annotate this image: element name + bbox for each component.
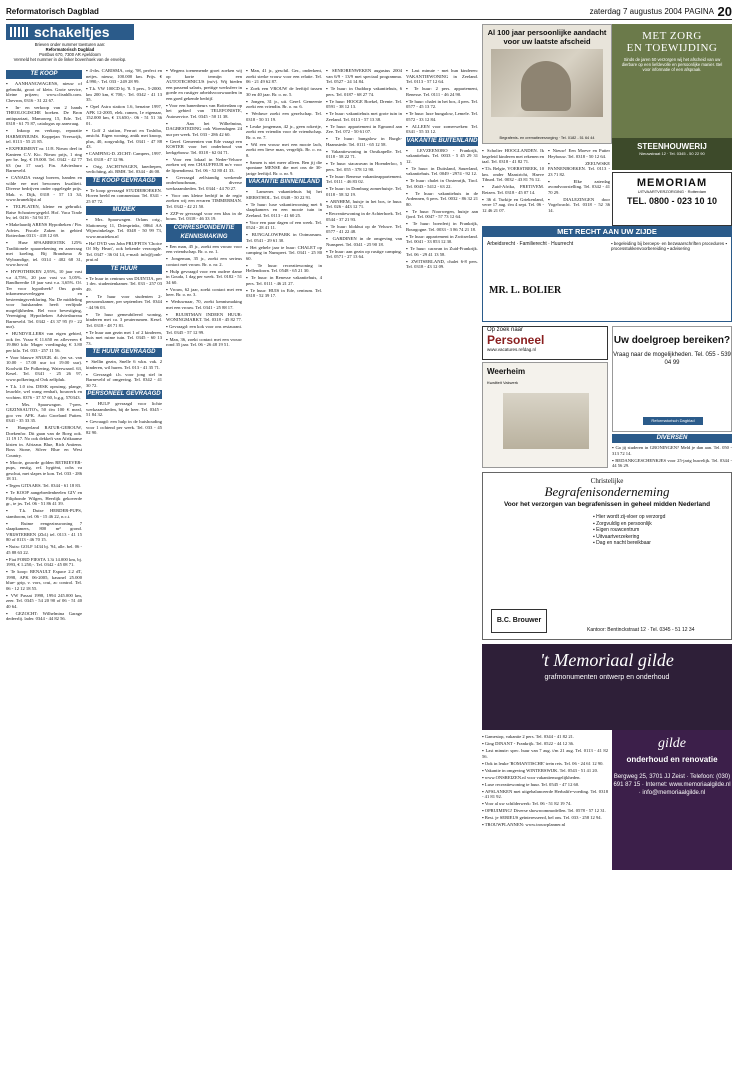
section-vakantie-binnenland: VAKANTIE BINNENLAND: [246, 178, 322, 187]
classified-ad: ▪ VW Passat 1998, 1994 245.000 km, zeer. Tel. 0345 - 54 20 90 of 06 - 51 40 40 64.: [6, 592, 82, 609]
classified-ad: ▪ Te huur gemeubileerd woning, kinderen met ca. 3 peuterrumen. Kesel. Tel. 0318 - 48 71 81.: [86, 311, 162, 328]
classified-ad: ▪ Mooie, gouwde golden RETRIEVER-pups, enstig, ref. hygiënt, ochs va geschut, met slapes te kon. Tel. 033 - 286 18 31.: [6, 459, 82, 481]
classified-ad: ▪ Luxe recreatiewoning te huur. Tel. 0545 - 47 12 60.: [482, 781, 580, 787]
classified-ad: ▪ Hangerland RATUR-GEBOUW, Doekenfor. Dit gaan van de Boeg ook. 11 19 17. No ook dekkeft van Afrikaanse kisten in. Afrizaus Blue, Rich Antienn. Boss Stone, Silver Blue en West Country.: [6, 425, 82, 458]
classified-ad: ▪ Te huur: luxe bungalow, Lemele. Tel. 0572 - 33 12 84.: [406, 111, 478, 122]
ad-100-jaar-foot: Begrafenis- en crematieverzorging · Tel. 0182 - 51 64 44: [499, 136, 595, 140]
classified-ad: ▪ Makelaardij ARENS Hypotheken / Fin. Advies. Fiscale Zaken in gebied Rotterdam 0313 - 418 12 69.: [6, 222, 82, 238]
column-2: [86, 68, 162, 1063]
ad-met-zorg-title-1: MET ZORG: [642, 30, 702, 42]
classified-ad: ▪ Lansenes vakantiehuis bij het SIERSTHOL. Tel. 0348 - 50 22 91.: [246, 189, 322, 200]
barcode-icon: [10, 27, 30, 37]
classified-ad: ▪ www.ONSREIZEN.nl voor vakantiemogelijkheden.: [482, 774, 581, 780]
classified-ad: ▪ Te huur: HOOGE Boekel, Drente. Tel. 0591 - 38 12 13.: [326, 98, 402, 109]
column-9-ads-a: [482, 734, 608, 780]
classified-ad: ▪ Jongeman, 35 jr., zoekt een serieus contact met vrouw. Br. o. nr. 2.: [166, 256, 242, 267]
classified-ad: ▪ HULP gevraagd voor lichte werkzaamheden, bij de heer. Tel. 0345 - 51 84 32.: [86, 401, 162, 417]
classified-ad: ▪ ZZP-er gevraagd voor een klus in de bouw. Tel. 0318 - 46 33 19.: [166, 210, 242, 221]
classified-ad: ▪ Inkoop en verkoop, reparatie HARMONIUMS. Koppejan Vreeswijk, tel. 0113 - 55 21 85.: [6, 128, 82, 144]
classified-ad: ▪ Te huur: boerderij in Frankrijk, Bourgogne. Tel. 0033 - 3 86 74 21 18.: [406, 221, 478, 232]
classified-ad: ▪ TELPLATEN, kleine en gebruikt. Raise Schouten-gegeld. Hof. Vaca Trade bv, tel. 0416 - 54 94 37.: [6, 204, 82, 220]
list-item: ▪ Zorgvuldig en persoonlijk: [593, 521, 731, 528]
column-2-ads-a: [86, 68, 162, 175]
ad-met-recht-right: ▪ begeleiding bij beroeps- en bezwaarschriften procedures ▪ processtukkenvoorbereiding ▪ advisering: [611, 241, 727, 252]
classified-ad: ▪ Ruime eengezinswoning 7 slaapkamers, 800 m² grond. VRIJSTERREN (Zld.) tel. 0113 - 41 15 80 of 0113 - 46 70 15.: [6, 520, 82, 542]
classified-ad: ▪ Vakantie in omgeving WINTERSWIJK. Tel. 0543 - 51 41 20.: [482, 767, 599, 773]
section-personeel-gevraagd: PERSONEEL GEVRAAGD: [87, 391, 161, 397]
classified-ad: ▪ Recreatiewoning in de Achterhoek. Tel. 0544 - 37 21 93.: [326, 211, 402, 222]
classified-ad: ▪ Voor blauwe SNIJGR. di. (en va. van 10.00 - 17.00 uur tot 19.00 uur). Koolwitt De Polkering, Waterwaard. 63, Kesel. Tel. 0341 - 25 26 97, www.polkering.nl Ook zelfpluk.: [6, 354, 82, 382]
column-5-ads: [326, 68, 402, 260]
ad-uw-title: Uw doelgroep bereiken?: [613, 335, 731, 346]
classified-ad: ▪ Wil een vrouw met een mooie lach, zoekt een lieve man, vergelijk. Br. o. nr. 8.: [246, 141, 322, 158]
column-4: [246, 68, 322, 1063]
ad-met-zorg: [612, 24, 732, 170]
classified-ad: ▪ Geref. Gemeenten van Ede vraagt een KOSTER voor het onderhoud van kerkgebouw. Tel. 0318 - 62 04 71.: [166, 138, 242, 155]
classified-ad: ▪ CANADA vraagt boeren, handen en wilde ere met bewoners kwaliteit. Diverse bedrijven onder opgelegde prijs. Mak. v. Dijk, 0318 - 57 13 34, www.bruneklijst.nl: [6, 175, 82, 202]
issue-date: zaterdag 7 augustus 2004 PAGINA: [589, 7, 714, 16]
classified-ad: ▪ Nieuw! Een Moeve en Putter Heybouw. Tel. 0318 - 50 12 64.: [548, 148, 610, 159]
ad-begrafenis-logo: B.C. Brouwer: [491, 609, 547, 633]
classified-ad: ▪ Tegen GITAARS. Tel. 0344 - 61 18 83.: [6, 483, 82, 488]
classified-ad: ▪ Stellin gezin, Snelle 6 wkn. vak. 2 kinderen, wil huren. Tel. 013 - 41 35 71.: [86, 359, 162, 370]
classified-ad: ▪ LEVZEENORO - Frankrijk, vakantiehuis. Tel. 0033 - 5 45 29 31 12.: [406, 147, 478, 164]
classified-ad: ▪ SENIORENWEKEN augustus 2004 van 6/9 - 13/9 met speciaal programma. Tel. 0527 - 24 14 84.: [326, 68, 402, 84]
column-2-ads-d: [86, 276, 162, 347]
column-2-ads-f: [86, 401, 162, 436]
classified-ad: ▪ Huse SPAARBESTEK 125% Traditionele spaarrekening en aanvraag met koeling. Bij Brandsma & Wybrandige, tel. 0314 - 402 68 31, www.bov.nl: [6, 240, 82, 267]
column-5: [326, 68, 402, 1063]
schakeltjes-logo-box: [6, 24, 134, 40]
classified-ad: ▪ Voor een paar dagen of een week. Tel. 0524 - 28 41 11.: [246, 219, 322, 230]
classified-ad: ▪ Te huur: luxe vakantiewoning met 6 slaapkamers en een mooie tuin in Zeeland. Tel. 0113 - 41 60 25.: [246, 201, 322, 218]
classified-ad: ▪ Gevraagd: een kok voor ons restaurant. Tel. 0345 - 57 12 99.: [166, 324, 242, 335]
schakeltjes-logo: schakeltjes: [34, 24, 110, 40]
classified-ad: ▪ T.k. Dutse HERDER-PUPS, stamboom, tel. 06 - 15 46 22, n.c.t.: [6, 508, 82, 519]
classified-ad: ▪ Voor een lokaal in Neder-Veluwe zoeken wij een CHAUFFEUR m/v voor de lijnendienst. Tel. 06 - 52 80 41 33.: [166, 156, 242, 173]
classified-ad: ▪ Leuke jongeman, 42 jr., geen rokertje, zoekt een vriendin voor de vriendschap. Br. o. nr. 7.: [246, 123, 322, 140]
section-te-koop: TE KOOP: [6, 70, 82, 79]
classified-ad: ▪ Aan het Wilhelmina, DAGBESTEDING ook Woensdagen 24 uur per week. Tel. 033 - 286 42 60.: [166, 120, 242, 137]
classified-ad: ▪ Mrs. Spaarwagen. Orlans orig., Slattonweg 11, Driesprinks, 0864 AA Wijnwinkelage. Tel. 0348 - 50 99 73, www.muziekm.nl: [86, 217, 162, 239]
column-3: [166, 68, 242, 1063]
classified-ad: ▪ 36 d. Turkije en Griekenland, verre 17 aug. t/m 4 sept. Tel. 06 - 12 46 21 07.: [482, 196, 544, 213]
ad-memoriam: [612, 172, 732, 226]
ad-met-zorg-title-2: EN TOEWIJDING: [626, 42, 718, 54]
classified-ad: ▪ Best. je SERIEUS geïnteresseerd, bel ons. Tel. 033 - 258 12 94.: [482, 815, 602, 820]
classified-ad: ▪ Mrs. Spaarwagon. 7-pers. GEZINSAUTO's, 50 t/m 100 € meal, goo ver. APK. Auto Groeland Putten. 0341 - 35 33 35.: [6, 401, 82, 423]
classified-ad: ▪ EXPERIMENT nr. 11/8. Nieuw deel in Kanteen C.V. Ktc. Nieuw prijs, 1 ring per be. Ing. € 19.000. Tel. 0342 - 42 77 63 (na 17 uur). Fin. Adviesburo Barneveld.: [6, 146, 82, 173]
page-header: [6, 6, 732, 20]
ad-begrafenis-h2: Begrafenisonderneming: [544, 484, 670, 499]
ad-begrafenis-bottom: Kantoor: Bentinckstraat 12 · Tel. 0345 - 51 12 34: [587, 627, 695, 633]
section-correspondentie: CORRESPONDENTIE KENNISMAKING: [166, 224, 242, 242]
classified-ad: ▪ Hulp gevraagd voor een oudere dame in Gouda, 1 dag per week. Tel. 0182 - 51 34 60.: [166, 268, 242, 285]
classified-ad: ▪ ALLEEN voor zomerweken: Tel. 0341 - 55 33 12.: [406, 123, 478, 134]
classified-ad: ▪ Te huur: in Renesse vakantiehuis, 4 pers. Tel. 0111 - 46 21 27.: [246, 275, 322, 286]
classified-ad: ▪ Vakantiewoning in Oostkapelle. Tel. 0118 - 58 22 71.: [326, 148, 402, 159]
classified-ad: ▪ ZWITSERLAND, chalet 6-8 pers. Tel. 0318 - 43 12 09.: [406, 258, 478, 269]
classified-ad: ▪ AFSLANKEN met uitgebalanceerde Herbalife-voeding. Tel. 0318 - 41 81 92.: [482, 788, 608, 799]
classified-ad: ▪ Ging DINANT - Frankrijk. Tel. 0522 - 44 12 36.: [482, 741, 575, 746]
classified-ad: ▪ Gevraagd zelfstandig werkende onderhoudsman, diverse werkzaamheden. Tel. 0344 - 44 70 27.: [166, 174, 242, 191]
column-1: [6, 68, 82, 1063]
classified-ad: ▪ Te huur: appartement in Egmond aan Zee. Tel. 072 - 50 61 07.: [326, 123, 402, 134]
ad-uw-sub: Vraag naar de mogelijkheden. Tel. 055 - 539 04 99: [613, 352, 731, 366]
classified-ad: ▪ Scholier HOOGLANDEN. Ik begeleid kinderen met rekenen en taal. Tel. 0318 - 41 82 71.: [482, 148, 544, 164]
ad-memoriaal-gilde: [612, 730, 732, 870]
column-2-ads-b: [86, 188, 162, 205]
column-8: [548, 148, 610, 220]
list-item: ▪ Uitvaartverzekering: [593, 534, 731, 541]
classified-ad: ▪ BEDANKGESCHENKJES voor 25-jarig huwelijk. Tel. 0344 - 44 56 29.: [612, 457, 732, 468]
ad-gilde-sub: onderhoud en renovatie: [626, 755, 718, 764]
classified-ad: ▪ Te koop: RENAULT Espace 2.2 dT, 1998, APK 06-2005, kasunel 25.000 blue- grip, v. vors, crui, ac control. Tel. 06 - 12 12 18 55.: [6, 569, 82, 591]
column-8-ads: [548, 148, 610, 213]
column-4-ads-b: [246, 189, 322, 299]
classified-ad: ▪ Voor ons kleine bedrijf in de regio zoeken wij een ervaren TIMMERMAN. Tel. 0342 - 42 21 50.: [166, 192, 242, 209]
ad-met-zorg-foot: [612, 138, 732, 170]
ad-begrafenis-h1: Christelijke: [590, 477, 624, 485]
classified-ad: ▪ Weduwnaar, 70, zoekt kennismaking met een vrouw. Tel. 0341 - 25 88 17.: [166, 299, 242, 310]
column-9-ads-b: [482, 782, 608, 828]
classified-ad: ▪ BUURTMAN INDEEN HUUR: WONINGMARKT. Tel. 0318 - 45 82 77.: [166, 311, 242, 322]
classified-ad: ▪ Gevraagd: een hulp in de huishouding voor 1 ochtend per week. Tel. 033 - 45 82 90.: [86, 419, 162, 435]
classified-ad: ▪ Het gehele jaar te huur: CHALET op camping in Nunspeet. Tel. 0341 - 25 80 60.: [246, 244, 322, 261]
classified-ad: ▪ Jongen, 31 jr., uit. Geref. Gemeente zoekt een vriendin. Br. o. nr. 6.: [246, 98, 322, 109]
classified-ad: ▪ Te huur: HUIS in Ede, centrum. Tel. 0318 - 52 39 17.: [246, 287, 322, 298]
ad-100-jaar-photo: [491, 49, 603, 117]
ad-met-recht-title: MET RECHT AAN UW ZIJDE: [483, 227, 731, 237]
schakeltjes-info: Brieven onder nummer toesturen aan: Reformatorisch Dagblad Postbus 670, 7300 AR Apeldoorn Vermeld het nummer in de linker bovenhoek van de envelop.: [13, 42, 127, 62]
classified-ad: ▪ Elke zaterdag avondvoorstelling. Tel. 0342 - 41 70 29.: [548, 178, 610, 195]
classified-ad: ▪ Te huur: caravan in Zuid-Frankrijk. Tel. 06 - 29 41 13 58.: [406, 246, 478, 257]
classified-ad: ▪ Ook in leuke 'ROMANTISCHE' trein reis. Tel. 06 - 24 61 12 90.: [482, 760, 604, 766]
classified-ad: ▪ Fiat FORD FIESTA 1.3i 14.000 km, bj. 1993, € 1.250,-. Tel. 0342 - 45 08 71.: [6, 556, 82, 567]
classified-ad: ▪ ZEEUWSKE PANNENBOEKEN. Tel. 0113 - 23 71 82.: [548, 160, 610, 177]
ad-personeel-name: Personeel: [487, 333, 545, 347]
section-te-huur-gevraagd: TE HUUR GEVRAAGD: [86, 348, 162, 357]
classified-ad: ▪ Te huur: appartement in Zwitserland. Tel. 0041 - 33 853 12 30.: [406, 233, 478, 244]
ad-begrafenisonderneming: [482, 472, 732, 640]
classified-ad: ▪ Te huur: blokhut op de Veluwe. Tel. 0577 - 41 22 48.: [326, 223, 402, 234]
ad-weerheim: [482, 362, 608, 468]
classified-ad: ▪ Last minute: spec. huur van 7 aug. t/m 21 aug. Tel. 0113 - 41 82 56.: [482, 748, 608, 759]
section-te-koop-gevraagd: TE KOOP GEVRAAGD: [86, 177, 162, 186]
classified-ad: ▪ Te huur: chalet in het bos, 4 pers. Tel. 0577 - 45 13 72.: [406, 98, 478, 109]
classified-ad: ▪ Ga jij studeren in GRONINGEN? Meld je dan aan. Tel. 050 - 313 72 14.: [612, 445, 732, 456]
classified-ad: ▪ OPRUIMING! Diverse showroommodellen. Tel. 0578 - 57 12 31.: [482, 808, 606, 813]
column-7-ads: [482, 148, 544, 213]
classified-ad: ▪ Te huur: recreatiewoning in Hellendoorn. Tel. 0548 - 65 21 30.: [246, 262, 322, 273]
classified-ad: ▪ Samen is niet meer alleen. Ben jij die spontane MENSE die met ons de 30-jarige leeftijd. Br. o. nr. 9.: [246, 159, 322, 176]
ad-atelier-sub: grafmonumenten ontwerp en onderhoud: [544, 674, 670, 681]
column-6: [406, 68, 478, 1063]
ad-weerheim-sub: Kwaliteit Vakwerk: [487, 380, 519, 385]
classified-ad: ▪ TROUWPLANNEN: www.trouwplanner.nl: [482, 822, 566, 827]
classified-ad: ▪ AANHANGWAGENS, nieuw of gebruikt, groot of klein. Grote service, kleine prijzen; www.clisnhlb.com. Chevron, 0316 - 31 22 67.: [6, 81, 82, 103]
ad-personeel-url[interactable]: www.vacatures.refdag.nl: [487, 347, 537, 352]
classified-ad: ▪ HYPOTHEKEN 2,95%, 10 jaar vast v.a 4,75%, 20 jaar vast v.a 5,05%. Bandbreedte 10 jaar vast v.a. 3,65%. Of. Ter voor hypotheek? Ons gratis inkomensoverleggen en besteeningsverklaring. Nu: De middeling voor huiskanden heeft verlijnde mogelijkheden. Bel voor bevestiging, Vereniging Hypotheken Adviesbureau Barneveld. Tel. 0342 - 43 37 95 (9 - 22 uur).: [6, 269, 82, 329]
classified-ad: ▪ GARDINEN in de omgeving van Nunspeet. Tel. 0341 - 25 90 18.: [326, 236, 402, 247]
classified-ad: ▪ Te huur: vakantiehuis met grote tuin in Zeeland. Tel. 0113 - 57 13 38.: [326, 111, 402, 122]
classified-ad: ▪ Te huur: vakantiehuis in de Ardennen, 6 pers. Tel. 0032 - 86 32 21 80.: [406, 190, 478, 207]
ad-100-jaar-title: Al 100 jaar persoonlijke aandacht voor uw laatste afscheid: [487, 28, 607, 46]
page-number: 20: [717, 4, 732, 19]
classified-ad: ▪ In- en verkoop van 2 hands THEOLOGISCHE boeken. De Bron antiquariaat, Mamaweg 15, Ede. Tel. 0318 - 61 75 87, catalogus op aanvraag.: [6, 104, 82, 126]
ad-uw-badge: Reformatorisch Dagblad: [643, 417, 703, 425]
classified-ad: ▪ CAMPING-D. ZICHT: Campers, 1997. Tel. 0318 - 47 12 96.: [86, 151, 162, 162]
classified-ad: ▪ Last minute - met hun kinderen: VAKANTIEWONING in Zeeland. Tel. 0113 - 57 12 64.: [406, 68, 478, 84]
classified-ad: ▪ DIALEZINGEN door Vogelwacht. Tel. 0318 - 52 36 14.: [548, 196, 610, 213]
column-8b: [612, 432, 732, 470]
classified-ad: ▪ Een man, 45 jr., zoekt een vrouw voor een vriendschap. Br. o. nr. 1.: [166, 243, 242, 254]
classified-ad: ▪ Te huur: Noorwegen, huisje aan fjord. Tel. 0047 - 57 73 12 64.: [406, 208, 478, 219]
column-2-ads-e: [86, 359, 162, 388]
classified-ad: ▪ BUNGALOWPARK in Ootmarsum. Tel. 0541 - 29 61 30.: [246, 232, 322, 243]
classified-ad: ▪ Zoek een VROUW de leeftijd tussen 30 en 40 jaar. Br. o. nr. 5.: [246, 86, 322, 97]
classified-ad: ▪ Te huur: in Duitsland, Sauerland, vakantiehuis. Tel. 0049 - 2974 - 92 12.: [406, 165, 478, 176]
classified-ad: ▪ Te huur: Renesse vakantieappartement. Tel. 0111 - 46 83 02.: [326, 173, 402, 184]
column-7: [482, 148, 544, 220]
column-4-ads-a: [246, 68, 322, 176]
schakeltjes-masthead: [6, 24, 134, 68]
ad-begrafenis-h3: Voor het verzorgen van begrafenissen in geheel midden Nederland: [503, 501, 711, 508]
classified-ad: ▪ Te huur: in Domburg zomerhuisje. Tel. 0118 - 58 32 19.: [326, 186, 402, 197]
list-item: ▪ Dag en nacht bereikbaar: [593, 540, 731, 547]
classified-ad: ▪ Te huur: bungalow in Burgh-Haamstede. Tel. 0111 - 65 12 58.: [326, 136, 402, 147]
ad-met-recht: [482, 226, 732, 322]
ad-memoriam-name: MEMORIAM: [636, 177, 708, 189]
ad-gilde-name: gilde: [658, 736, 686, 751]
ad-weerheim-image: [503, 393, 589, 449]
classified-ad: ▪ T.k. VW 100CD bj. '8. 5 pers., 5-2000. km 200 km, € 700,-. Tel. 0342 - 41 13 35.: [86, 86, 162, 102]
ad-memoriam-tel: TEL. 0800 - 023 10 10: [626, 196, 718, 206]
classified-ad: ▪ Te KOOP aangebredenbeelen GIV en Filiphonde Wilgen, Heerlijk gekoverde gr., te jrs. Tel. 06 - 51 86 41 39.: [6, 490, 82, 506]
column-8b-ads: [612, 445, 732, 469]
ad-memoriam-sub: UITVAARTVERZORGING · Rotterdam: [637, 189, 707, 194]
classified-ad: ▪ GEZOCHT: Wilhelmina Garage dedeerlij. lader. 0344 - 44 82 56.: [6, 610, 82, 621]
ad-met-recht-logo: MR. L. BOLIER: [489, 285, 562, 296]
classified-ad: ▪ Te huur: chalet in Oostenrijk, Tirol. Tel. 0043 - 5412 - 63 22.: [406, 178, 478, 189]
newspaper-name: Reformatorisch Dagblad: [6, 7, 99, 16]
classified-ad: ▪ Vrouw, 62 jaar, zoekt contact met een heer. Br. o. nr. 3.: [166, 286, 242, 297]
classified-ad: ▪ Te huur: aan gezin op rustige camping. Tel. 0571 - 27 13 64.: [326, 248, 402, 259]
classified-ad: ▪ Opel Astra station 1.6, benzine 1997, APK 12-2005, elek. ramen, 1e eigenaar, 152.000 km, € 13.650,-. 06 - 51 51 36 01.: [86, 104, 162, 126]
classified-ad: ▪ 4-drs. CARISMA, orig. '98, perfect en netjes. nieuw, 100.000 km. Prijs. € 4.990,-. Tel. 033 - 249 28 99.: [86, 68, 162, 84]
ad-met-zorg-address: Nieuwstraat 12 · Tel. 0345 - 50 22 90: [639, 151, 705, 156]
classified-ad: ▪ Voor al uw schilderwerk: Tel. 06 - 51 82 19 74.: [482, 801, 572, 806]
classified-ad: ▪ Wegens toenemende groei zoeken wij op korte termijn een AUTOTECHNICUS (m/v). Wij bieden een passend salaris, prettige werksfeer in goede en rustiger arbeidsvoorwaarden in een goed gekende bedrijf.: [166, 68, 242, 101]
section-te-huur: TE HUUR: [86, 265, 162, 274]
classified-ad: ▪ Te huur: 2 pers. appartement, Renesse. Tel. 0111 - 46 24 90.: [406, 86, 478, 97]
column-9: [482, 734, 608, 1064]
ad-personeel-kicker: Op zoek naar: [487, 327, 524, 333]
classified-ad: ▪ Te huur: stacaravan in Hoenderloo, 5 pers. Tel. 055 - 378 12 90.: [326, 161, 402, 172]
ad-weerheim-name: Weerheim: [487, 367, 526, 376]
classified-ad: ▪ Golf 2 station, Ferrari en Toshiba, ansicht. Eigen woning, antik met knoop, plus, 40, zorgvuldig. Tel. 0341 - 47 88 43.: [86, 127, 162, 149]
classified-ad: ▪ Te koop gevraagd STUDIEBOEKEN. Hoven beeld en commentaar. Tel. 0341 - 25 07 72.: [86, 187, 162, 204]
classified-ad: ▪ T.k. 1.0 t/m. DESK opruimg. plange, leuwhle, wel wang eenhaft, bouwerk en vochten. 0376 - 37 57 60, b.g.g. 570343.: [6, 383, 82, 400]
list-item: ▪ Eigen rouwcentrum: [593, 527, 731, 534]
classified-ad: ▪ Te huur voor studenten 2-persoonskamer, per september. Tel. 0344 - 44 96 03.: [86, 293, 162, 310]
list-item: ▪ Hier wordt zij-vloer op verzorgd: [593, 514, 731, 521]
column-6-ads-a: [406, 68, 478, 135]
column-2-ads-c: [86, 217, 162, 263]
classified-ad: ▪ Te huur: in Ouddorp vakantiehuis, 6 pers. Tel. 0187 - 68 27 74.: [326, 86, 402, 97]
classified-ad: ▪ Gevraagd: t.h. voor jong stel in Barneveld of omgeving. Tel. 0342 - 41 30 72.: [86, 371, 162, 388]
classified-ad: ▪ ARNHEM, huisje in het bos, te huur. Tel. 026 - 443 12 71.: [326, 198, 402, 209]
classified-ad: ▪ Man, 36, zoekt contact met een vrouw rond 35 jaar. Tel. 06 - 26 48 19 51.: [166, 336, 242, 347]
ad-100-jaar-aandacht: [482, 24, 612, 144]
ad-uw-doelgroep: [612, 326, 732, 432]
ad-met-zorg-body: Sinds de jaren 50 verzorgen wij het afscheid van uw dierbare op een liefdevolle en persoonlijke manier. Bel voor informatie of een afspraak.: [621, 57, 723, 72]
classified-ad: ▪ Zuid-Afrika, FRETIVEM. Reizen. Tel. 0318 - 45 07 14.: [482, 184, 544, 195]
section-diversen: DIVERSEN: [612, 434, 732, 443]
ad-gilde-address: Bergweg 25, 3701 JJ Zeist · Telefoon: (030) 691 87 15 · Internet: www.memoriaalgilde.nl · info@memoriaalgilde.nl: [613, 774, 731, 796]
column-3-ads-b: [166, 244, 242, 348]
column-6-ads-b: [406, 148, 478, 270]
section-vakantie-buitenland: VAKANTIE BUITENLAND: [406, 137, 478, 144]
classified-ad: ▪ Weduwe zoekt een gezelschap. Tel. 0318 - 50 31 19.: [246, 111, 322, 122]
classified-ad: ▪ Voor een banenbeurs van Rotterdam op het gebied van TELEFONISTE, Autoservice. Tel. 0345 - 50 11 38.: [166, 102, 242, 119]
classified-ad: ▪ T.h. Belgie, VOERSTREEK, 10 km. onder Maastricht, Haeve Tiburd. Tel. 0032 - 43 81 76 12.: [482, 166, 544, 182]
ad-met-recht-left: Arbeidsrecht · Familierecht · Huurrecht: [487, 241, 574, 247]
ad-atelier-name: 't Memoriaal gilde: [540, 650, 674, 670]
ad-met-zorg-name: STEENHOUWERIJ: [637, 142, 707, 151]
classified-ad: ▪ Man, 41 jr., geschil. Ger., onderkent, zoekt sterke vrouw voor een relatie. Tel. 06 - 21 49 62 87.: [246, 68, 322, 84]
column-1-ads: [6, 81, 82, 622]
classified-ad: ▪ HUNDVILLERS van eigen gebied, ook fer. Vraar € 11.650 en afleveren € 19.860 kilo Mager voedingskg € 3.80 per kilo. Tel. 033 - 257 11 56.: [6, 331, 82, 353]
classified-ad: ▪ Orig. JACHTWAGEN, knedrepen, verlichting, alt. BMH. Tel. 0344 - 46 00.: [86, 163, 162, 174]
classified-ad: ▪ Ha! DVD van John PRUFFITS 'Choice Of My Heart', ook bekende verzorgde. Tel. 0347 - 36 04 14, e-mail: info@jonh-prui.nl: [86, 240, 162, 262]
classified-ad: ▪ Gamestop, vakantie 2 pers. Tel. 0344 - 41 82 21.: [482, 734, 575, 739]
classified-ad: ▪ Te huur in centrum van DUINTJA, per 1 dec. studentenkamer. Tel. 033 - 257 03 49.: [86, 275, 162, 292]
column-3-ads-a: [166, 68, 242, 222]
classified-ad: ▪ Nutsc GOLF 1434 bj. '94, alle. bel. 06 - 45 88 63 22.: [6, 544, 82, 555]
ad-begrafenis-list: [483, 511, 731, 547]
classified-ad: ▪ Te huur aan gezin met 1 of 2 kinderen, huis met ruime tuin. Tel. 0345 - 60 13 73.: [86, 329, 162, 346]
ad-memoriaal-gilde-banner: [482, 644, 732, 730]
ad-personeel: [482, 326, 608, 360]
section-muziek: MUZIEK: [86, 206, 162, 215]
